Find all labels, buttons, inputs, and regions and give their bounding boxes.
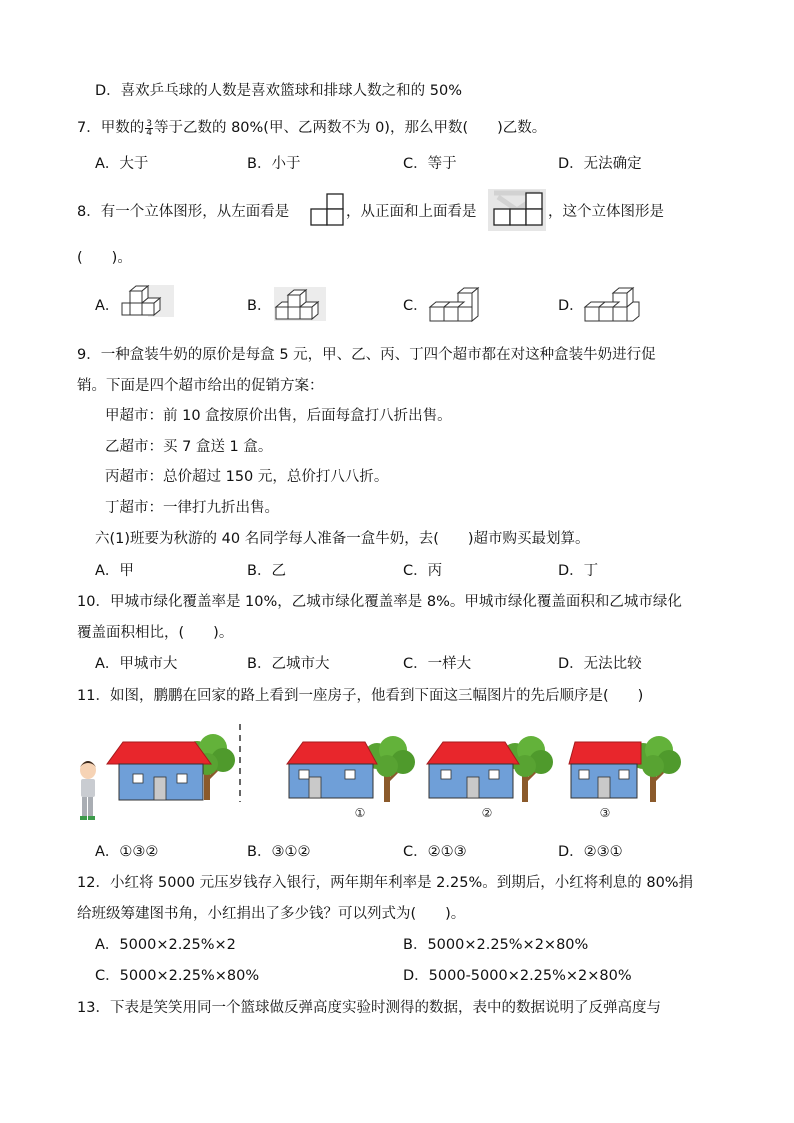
q9-plan-bing: 丙超市：总价超过 150 元，总价打八八折。 — [105, 469, 389, 485]
q9-line2: 销。下面是四个超市给出的促销方案： — [77, 378, 324, 394]
q9-plan-ding: 丁超市：一律打九折出售。 — [105, 500, 279, 516]
q7-fraction-num: 3 — [146, 118, 152, 129]
q7-stem — [77, 118, 546, 138]
picture-label-3: ③ — [599, 806, 611, 820]
q11-option-a[interactable]: A．①③② — [95, 844, 159, 860]
q7-prefix: 7．甲数的 — [77, 120, 145, 136]
q7-option-b[interactable]: B．小于 — [247, 156, 301, 172]
q9-option-a[interactable]: A．甲 — [95, 563, 134, 579]
q7-suffix: 等于乙数的 80%(甲、乙两数不为 0)，那么甲数( )乙数。 — [153, 120, 547, 136]
boy-figure — [80, 761, 96, 820]
q8-front-top-view-figure — [488, 189, 546, 231]
q8-left-view-figure — [310, 193, 346, 227]
q10-line2: 覆盖面积相比，( )。 — [77, 625, 234, 641]
q12-option-d[interactable]: D．5000-5000×2.25%×2×80% — [403, 968, 632, 984]
q9-option-b[interactable]: B．乙 — [247, 563, 286, 579]
q12-line1: 12．小红将 5000 元压岁钱存入银行，两年期年利率是 2.25%。到期后，小红将利息的 80%捐 — [77, 875, 694, 891]
q11-option-b[interactable]: B．③①② — [247, 844, 311, 860]
q7-fraction — [145, 120, 153, 137]
q8-option-a-figure — [118, 283, 178, 325]
q8-option-d[interactable]: D． — [558, 298, 584, 314]
house-picture-1 — [287, 736, 415, 802]
q8-part1: 8．有一个立体图形，从左面看是 — [77, 204, 290, 220]
q8-option-d-figure — [583, 285, 645, 325]
q8-option-b-figure — [270, 283, 330, 325]
q9-line1: 9．一种盒装牛奶的原价是每盒 5 元，甲、乙、丙、丁四个超市都在对这种盒装牛奶进行促 — [77, 347, 656, 363]
q12-option-c[interactable]: C．5000×2.25%×80% — [95, 968, 260, 984]
q9-question: 六(1)班要为秋游的 40 名同学每人准备一盒牛奶，去( )超市购买最划算。 — [95, 531, 590, 547]
q7-fraction-den: 4 — [146, 127, 152, 138]
house-picture-2 — [427, 736, 553, 802]
q11-option-c[interactable]: C．②①③ — [403, 844, 467, 860]
q7-option-d[interactable]: D．无法确定 — [558, 156, 642, 172]
q8-option-a[interactable]: A． — [95, 298, 120, 314]
q8-part3: ，这个立体图形是 — [548, 204, 664, 220]
q8-part2: ，从正面和上面看是 — [346, 204, 477, 220]
q10-option-a[interactable]: A．甲城市大 — [95, 656, 178, 672]
q9-option-c[interactable]: C．丙 — [403, 563, 443, 579]
house-picture-3 — [569, 736, 681, 802]
q9-plan-jia: 甲超市：前 10 盒按原价出售，后面每盒打八折出售。 — [105, 408, 452, 424]
q8-option-c-figure — [428, 285, 490, 325]
q8-option-b[interactable]: B． — [247, 298, 272, 314]
q13-line1: 13．下表是笑笑用同一个篮球做反弹高度实验时测得的数据，表中的数据说明了反弹高度与 — [77, 1000, 661, 1016]
picture-label-2: ② — [481, 806, 493, 820]
q10-option-c[interactable]: C．一样大 — [403, 656, 472, 672]
q6-option-d: D．喜欢乒乓球的人数是喜欢篮球和排球人数之和的 50% — [95, 83, 463, 99]
q12-option-b[interactable]: B．5000×2.25%×2×80% — [403, 937, 589, 953]
q12-line2: 给班级筹建图书角，小红捐出了多少钱？可以列式为( )。 — [77, 906, 466, 922]
q11-illustration — [75, 722, 725, 827]
q12-option-a[interactable]: A．5000×2.25%×2 — [95, 937, 236, 953]
q7-option-c[interactable]: C．等于 — [403, 156, 457, 172]
q8-line2: ( )。 — [77, 250, 132, 266]
q8-option-c[interactable]: C． — [403, 298, 428, 314]
q10-line1: 10．甲城市绿化覆盖率是 10%，乙城市绿化覆盖率是 8%。甲城市绿化覆盖面积和乙城市绿化 — [77, 594, 682, 610]
q9-plan-yi: 乙超市：买 7 盒送 1 盒。 — [105, 439, 273, 455]
house-scene-main — [107, 734, 235, 800]
q9-option-d[interactable]: D．丁 — [558, 563, 599, 579]
q11-option-d[interactable]: D．②③① — [558, 844, 623, 860]
q10-option-b[interactable]: B．乙城市大 — [247, 656, 330, 672]
q7-option-a[interactable]: A．大于 — [95, 156, 149, 172]
q11-line1: 11．如图，鹏鹏在回家的路上看到一座房子，他看到下面这三幅图片的先后顺序是( ) — [77, 688, 644, 704]
q10-option-d[interactable]: D．无法比较 — [558, 656, 642, 672]
picture-label-1: ① — [354, 806, 366, 820]
